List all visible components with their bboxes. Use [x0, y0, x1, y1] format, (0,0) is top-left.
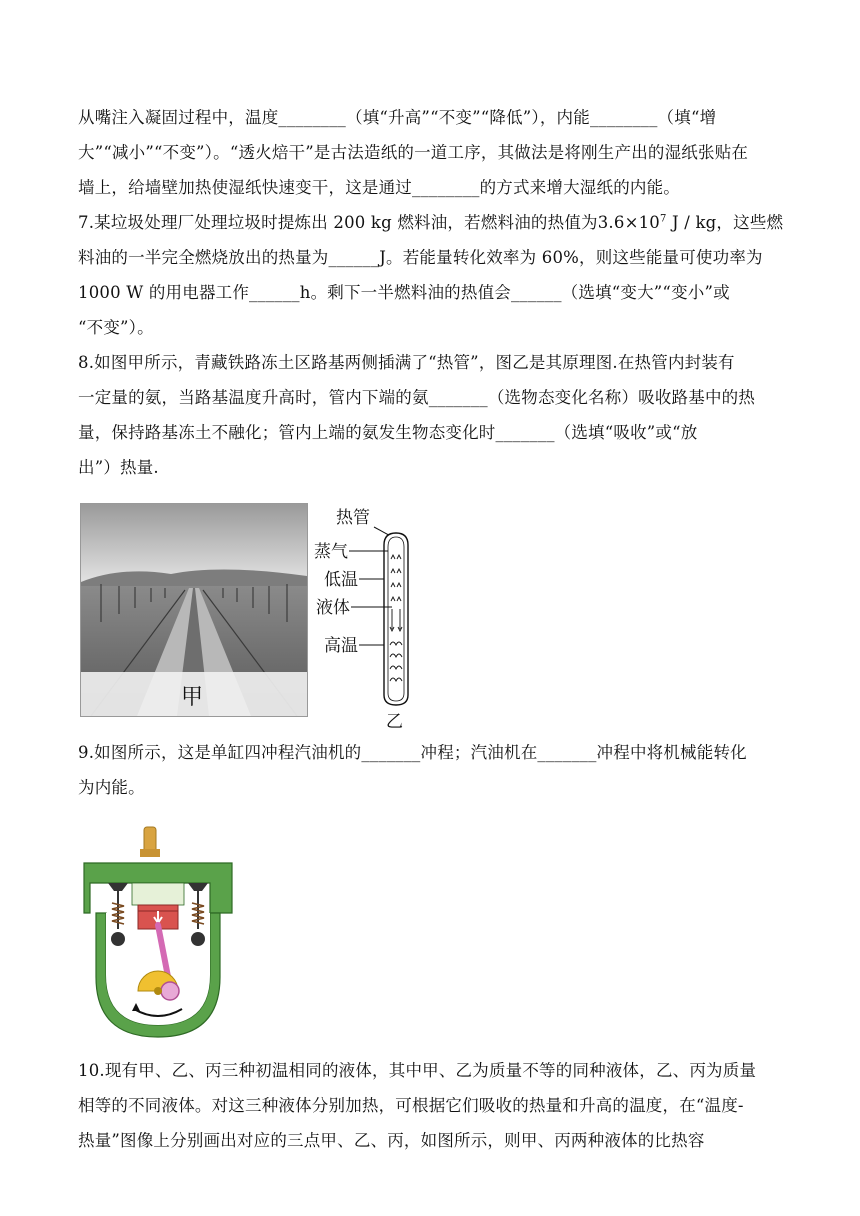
q9-line-2: 为内能。 [78, 778, 145, 797]
q7-exponent: 7 [660, 213, 667, 225]
q8-line-2: 一定量的氨，当路基温度升高时，管内下端的氨_______（选物态变化名称）吸收路基中的热 [78, 388, 756, 407]
q10-line-2: 相等的不同液体。对这三种液体分别加热，可根据它们吸收的热量和升高的温度，在“温度- [78, 1096, 744, 1115]
q7-line-4: “不变”）。 [78, 318, 154, 337]
label-vapor: 蒸气 [314, 542, 348, 562]
q6-line-2: 大”“减小”“不变”）。“透火焙干”是古法造纸的一道工序，其做法是将刚生产出的湿纸张贴在 [78, 143, 749, 162]
q7-text-b: J / kg，这些燃 [666, 213, 784, 232]
q8-line-1: 8.如图甲所示，青藏铁路冻土区路基两侧插满了“热管”，图乙是其原理图.在热管内封装有 [78, 353, 735, 372]
q8-line-3: 量，保持路基冻土不融化；管内上端的氨发生物态变化时_______（选填“吸收”或“放 [78, 423, 698, 442]
worksheet-page [78, 100, 784, 1158]
heat-pipe-fig-label: 乙 [386, 712, 403, 731]
q6-line-1: 从嘴注入凝固过程中，温度________（填“升高”“不变”“降低”），内能________（填“增 [78, 108, 717, 127]
q10-line-1: 10.现有甲、乙、丙三种初温相同的液体，其中甲、乙为质量不等的同种液体，乙、丙为质量 [78, 1061, 757, 1080]
engine-diagram-image [78, 819, 238, 1045]
railway-photo [80, 503, 308, 717]
figure-8 [78, 499, 784, 735]
photo-label: 甲 [181, 685, 204, 710]
q7-line-1 [78, 205, 784, 240]
engine-diagram [78, 819, 784, 1049]
q6-line-3: 墙上，给墙壁加热使湿纸快速变干，这是通过________的方式来增大湿纸的内能。 [78, 178, 680, 197]
q7-line-3: 1000 W 的用电器工作______h。剩下一半燃料油的热值会______（选填“变大”“变小”或 [78, 283, 730, 302]
label-liquid: 液体 [316, 598, 350, 618]
label-high-temp: 高温 [324, 636, 358, 656]
q7-line-2: 料油的一半完全燃烧放出的热量为______J。若能量转化效率为 60%，则这些能量可使功率为 [78, 248, 763, 267]
q9-line-1: 9.如图所示，这是单缸四冲程汽油机的_______冲程；汽油机在_______冲程中将机械能转化 [78, 743, 747, 762]
heat-pipe-diagram [314, 499, 454, 731]
question-10 [78, 1053, 784, 1158]
q10-line-3: 热量”图像上分别画出对应的三点甲、乙、丙，如图所示，则甲、丙两种液体的比热容 [78, 1131, 705, 1150]
q7-text-a: 7.某垃圾处理厂处理垃圾时提炼出 200 kg 燃料油，若燃料油的热值为3.6×10 [78, 213, 660, 232]
heat-pipe-title: 热管 [336, 508, 370, 528]
q8-line-4: 出”）热量. [78, 458, 159, 477]
label-low-temp: 低温 [324, 570, 358, 590]
